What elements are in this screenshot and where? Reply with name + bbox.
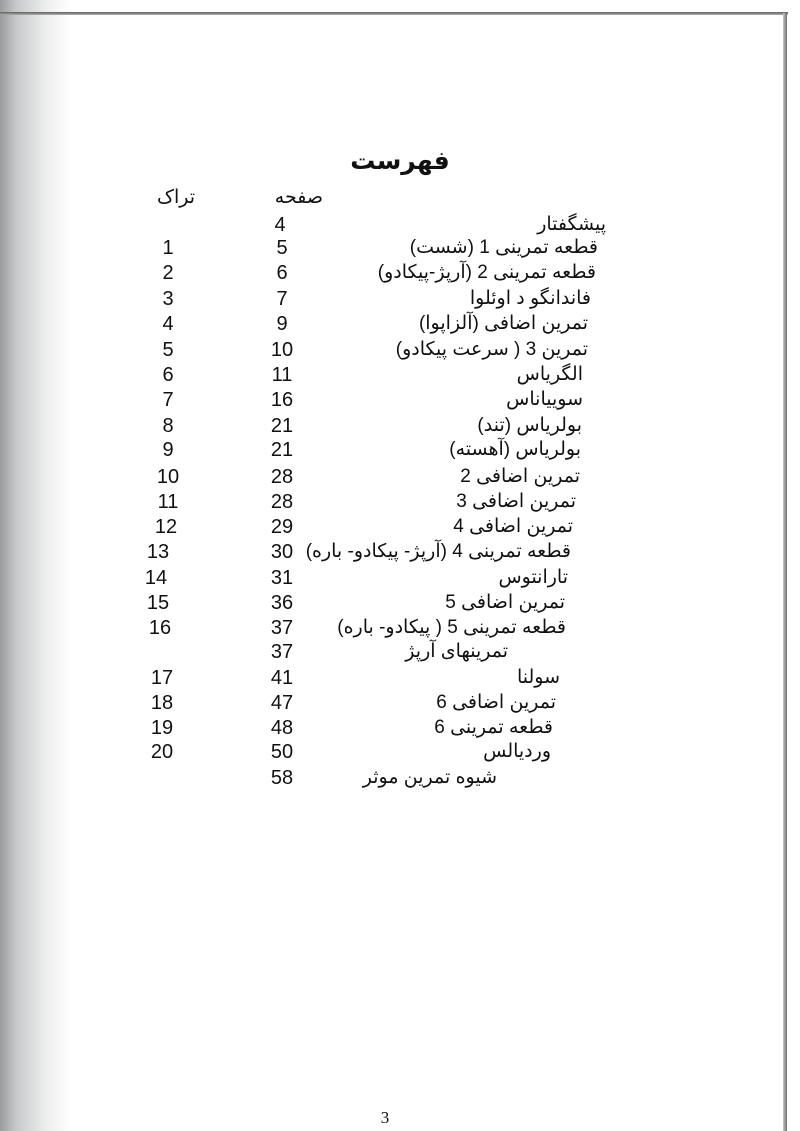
entry-title: قطعه تمرینی 1 (شست) [409,237,598,258]
track-number: 1 [162,237,174,259]
track-number: 16 [148,617,172,639]
track-number: 14 [144,567,168,589]
column-header-track: تراک [156,187,195,208]
track-number: 18 [150,692,174,714]
toc-entry [0,665,800,691]
track-number: 11 [157,491,179,513]
toc-entry [0,387,800,413]
entry-title: قطعه تمرینی 2 (آرپژ-پیکادو) [377,262,596,283]
toc-entry [0,615,800,641]
column-header-page: صفحه [274,187,323,208]
track-number: 7 [162,389,174,411]
entry-title: وردیالس [483,741,551,762]
toc-entry [0,311,800,337]
page-number-ref: 21 [270,415,294,437]
toc-entry [0,739,800,765]
page-number-ref: 11 [271,364,293,386]
page-number-ref: 31 [270,567,294,589]
toc-entry [0,464,800,490]
entry-title: تمرین اضافی 6 [436,692,556,713]
page-number-ref: 48 [270,717,294,739]
track-number: 3 [162,288,174,310]
page-number-ref: 16 [270,389,294,411]
entry-title: تمرین اضافی 3 [456,491,576,512]
track-number: 20 [150,741,174,763]
entry-title: تمرین اضافی 4 [453,516,573,537]
toc-entry [0,514,800,540]
toc-entry [0,715,800,741]
toc-entry [0,565,800,591]
track-number: 9 [162,439,174,461]
toc-entry [0,337,800,363]
track-number: 8 [162,415,174,437]
page-number-ref: 30 [270,541,294,563]
track-number: 6 [162,364,174,386]
toc-entry [0,235,800,261]
toc-entry [0,489,800,515]
entry-title: فاندانگو د اوئلوا [469,288,591,309]
page-edge-top [0,12,788,15]
entry-title: الگریاس [516,364,583,385]
track-number: 19 [150,717,174,739]
toc-entry [0,437,800,463]
page-number-ref: 28 [270,466,294,488]
track-number: 15 [146,592,170,614]
page-number-ref: 37 [270,617,294,639]
page-number: 3 [380,1108,390,1127]
entry-title: قطعه تمرینی 4 (آرپژ- پیکادو- باره) [305,541,571,562]
toc-entry [0,539,800,565]
page-number-ref: 4 [274,214,286,236]
page-number-ref: 41 [270,667,294,689]
page-number-ref: 10 [270,339,294,361]
toc-entry [0,639,800,665]
page-number-ref: 9 [276,313,288,335]
track-number: 10 [156,466,180,488]
toc-entry [0,286,800,312]
entry-title: تمرین اضافی (آلزاپوا) [418,313,588,334]
page-number-ref: 5 [276,237,288,259]
entry-title: تمرینهای آرپژ [405,641,508,662]
page-number-ref: 6 [276,262,288,284]
entry-title: سوییاناس [506,389,583,410]
entry-title: قطعه تمرینی 5 ( پیکادو- باره) [337,617,566,638]
toc-entry [0,362,800,388]
track-number: 5 [162,339,174,361]
track-number: 4 [162,313,174,335]
page-number-ref: 58 [270,767,294,789]
entry-title: تارانتوس [498,567,568,588]
toc-entry [0,765,800,791]
entry-title: تمرین اضافی 2 [460,466,580,487]
entry-title: تمرین اضافی 5 [445,592,565,613]
toc-entry [0,260,800,286]
page-number-ref: 37 [270,641,294,663]
page-number-ref: 36 [270,592,294,614]
entry-title: سولنا [516,667,560,688]
toc-entry [0,690,800,716]
track-number: 2 [162,262,174,284]
entry-title: شیوه تمرین موثر [362,767,497,788]
page-title: فهرست [350,147,450,175]
page-number-ref: 50 [270,741,294,763]
page-number-ref: 47 [270,692,294,714]
entry-title: تمرین 3 ( سرعت پیکادو) [395,339,588,360]
entry-title: بولریاس (آهسته) [449,439,581,460]
track-number: 17 [150,667,174,689]
page-number-ref: 29 [270,516,294,538]
toc-entry [0,590,800,616]
page-number-ref: 7 [276,288,288,310]
entry-title: بولریاس (تند) [477,415,582,436]
page-number-ref: 21 [270,439,294,461]
entry-title: قطعه تمرینی 6 [434,717,553,738]
page-number-ref: 28 [270,491,294,513]
entry-title: پیشگفتار [537,214,606,235]
toc-entry [0,413,800,439]
track-number: 13 [146,541,170,563]
track-number: 12 [154,516,178,538]
